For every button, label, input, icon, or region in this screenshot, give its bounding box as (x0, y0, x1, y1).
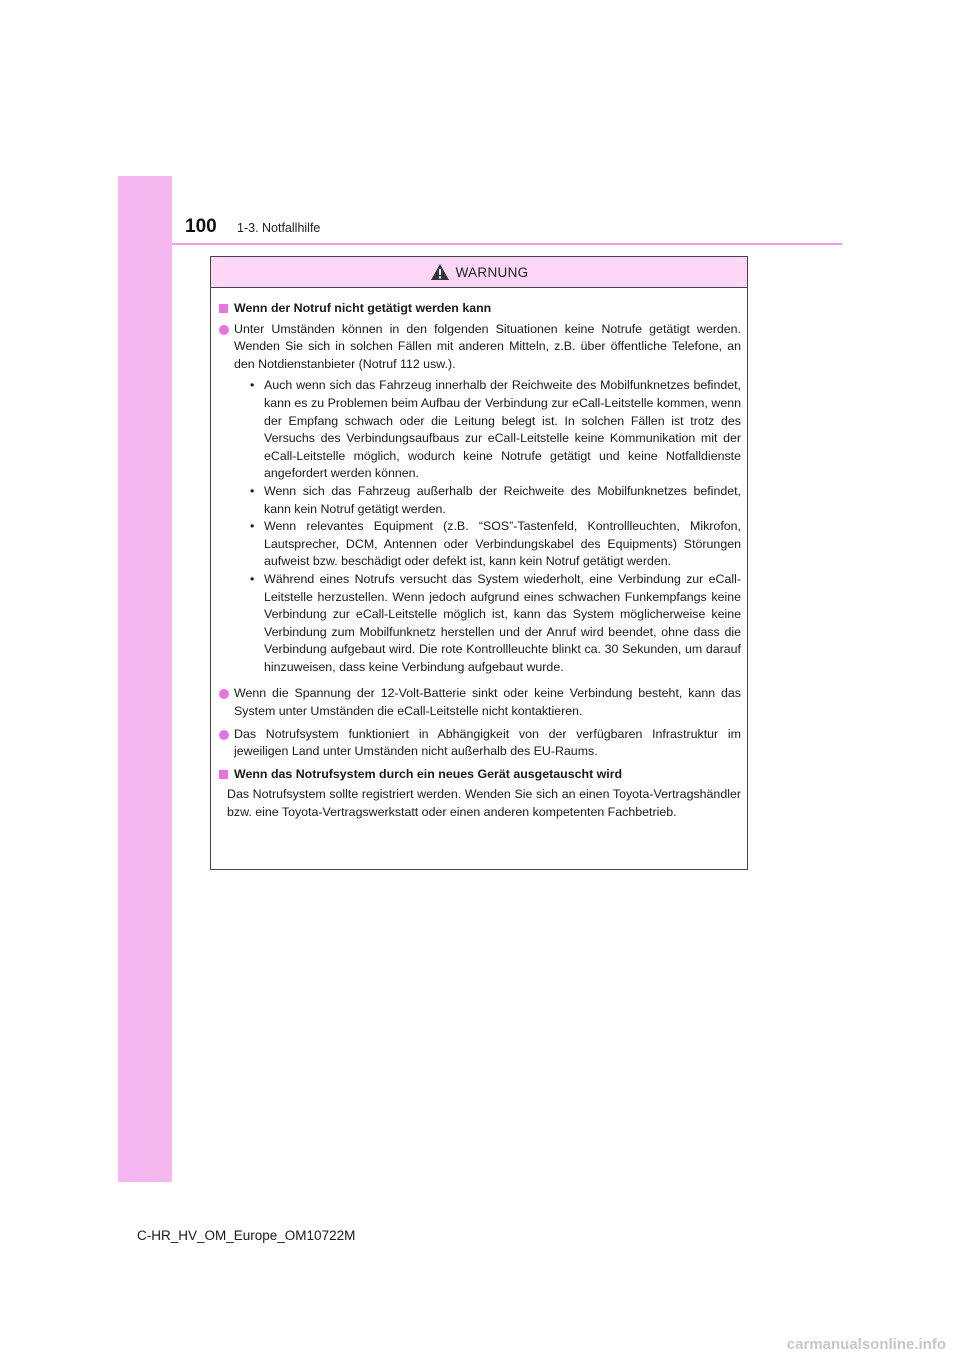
list-item: Unter Umständen können in den folgenden Situationen keine Notrufe getätigt werden. Wenden Sie sich in solchen Fällen mit anderen Mitteln, z.B. über öffentliche Telefone, an den Notdienstanbieter (Notruf 112 usw.). • Auch wenn sich das Fahrzeug innerhalb der Reichweite des Mobilfunknetzes befindet, kann es zu Problemen beim Aufbau der Verbindung zur eCall-Leitstelle kommen, wenn der Empfang schwach oder die Leitung belegt ist. In solchen Fällen ist trotz des Versuchs des Verbindungsaufbaus zur eCall-Leitstelle keine Kommunikation mit der eCall-Leitstelle möglich, wodurch keine Notrufe getätigt und keine Notfalldienste angefordert werden können. • Wenn sich das Fahrzeug außerhalb der Reichweite des Mobilfunknetzes befindet, kann kein Notruf getätigt werden. • Wenn relevantes Equipment (z.B. “SOS”-Tastenfeld, Kontrollleuchten, Mikrofon, Lautsprecher, DCM, Antennen oder Verbindungskabel des Equipments) Störungen aufweist bzw. beschädigt oder defekt ist, kann kein Notruf getätigt werden. • Während eines Notrufs versucht das System wiederholt, eine Verbindung zur eCall-Leitstelle herzustellen. Wenn jedoch aufgrund eines schwachen Funkempfangs keine Verbindung zur eCall-Leitstelle möglich ist, kann das System möglicherweise keine Verbindung zum Mobilfunknetz herstellen und der Anruf wird beendet, ohne dass die Verbindung aufgebaut wird. Die rote Kontrollleuchte blinkt ca. 30 Sekunden, um darauf hinzuweisen, dass keine Verbindung aufgebaut wurde. (219, 321, 741, 681)
warning-title: WARNUNG (455, 264, 529, 280)
circle-bullet-icon (219, 689, 229, 699)
section-heading: Wenn der Notruf nicht getätigt werden kann (219, 300, 741, 318)
warning-body (211, 288, 747, 822)
bullet-item: • Wenn sich das Fahrzeug außerhalb der Reichweite des Mobilfunknetzes befindet, kann kein Notruf getätigt werden. (250, 483, 741, 516)
section-paragraph: Das Notrufsystem sollte registriert werden. Wenden Sie sich an einen Toyota-Vertragshändler bzw. eine Toyota-Vertragswerkstatt oder einen anderen kompetenten Fachbetrieb. (227, 787, 741, 820)
section-title: 1-3. Notfallhilfe (237, 221, 321, 235)
section-heading: Wenn das Notrufsystem durch ein neues Gerät ausgetauscht wird (219, 766, 741, 784)
bullet-list (250, 377, 741, 676)
side-color-band (118, 176, 172, 1182)
warning-triangle-icon (430, 263, 450, 281)
list-item: Das Notrufsystem funktioniert in Abhängigkeit von der verfügbaren Infrastruktur im jeweiligen Land unter Umständen nicht außerhalb des EU-Raums. (219, 726, 741, 761)
circle-bullet-icon (219, 730, 229, 740)
page-number: 100 (185, 216, 217, 237)
bullet-item: • Auch wenn sich das Fahrzeug innerhalb der Reichweite des Mobilfunknetzes befindet, kann es zu Problemen beim Aufbau der Verbindung zur eCall-Leitstelle kommen, wenn der Empfang schwach oder die Leitung belegt ist. In solchen Fällen ist trotz des Versuchs des Verbindungsaufbaus zur eCall-Leitstelle keine Kommunikation mit der eCall-Leitstelle möglich, wodurch keine Notrufe getätigt und keine Notfalldienste angefordert werden können. (250, 378, 741, 481)
warning-box (210, 256, 748, 870)
warning-header (211, 257, 747, 288)
document-code: C-HR_HV_OM_Europe_OM10722M (137, 1228, 356, 1243)
square-bullet-icon (219, 304, 228, 313)
watermark: carmanualsonline.info (786, 1336, 946, 1353)
square-bullet-icon (219, 770, 228, 779)
bullet-item: • Wenn relevantes Equipment (z.B. “SOS”-Tastenfeld, Kontrollleuchten, Mikrofon, Lautsprecher, DCM, Antennen oder Verbindungskabel des Equipments) Störungen aufweist bzw. beschädigt oder defekt ist, kann kein Notruf getätigt werden. (250, 519, 741, 569)
circle-bullet-icon (219, 325, 229, 335)
list-item: Wenn die Spannung der 12-Volt-Batterie sinkt oder keine Verbindung besteht, kann das System unter Umständen die eCall-Leitstelle nicht kontaktieren. (219, 685, 741, 720)
header-divider (172, 243, 842, 245)
bullet-item: • Während eines Notrufs versucht das System wiederholt, eine Verbindung zur eCall-Leitstelle herzustellen. Wenn jedoch aufgrund eines schwachen Funkempfangs keine Verbindung zur eCall-Leitstelle möglich ist, kann das System möglicherweise keine Verbindung zum Mobilfunknetz herstellen und der Anruf wird beendet, ohne dass die Verbindung aufgebaut wird. Die rote Kontrollleuchte blinkt ca. 30 Sekunden, um darauf hinzuweisen, dass keine Verbindung aufgebaut wurde. (250, 571, 741, 674)
